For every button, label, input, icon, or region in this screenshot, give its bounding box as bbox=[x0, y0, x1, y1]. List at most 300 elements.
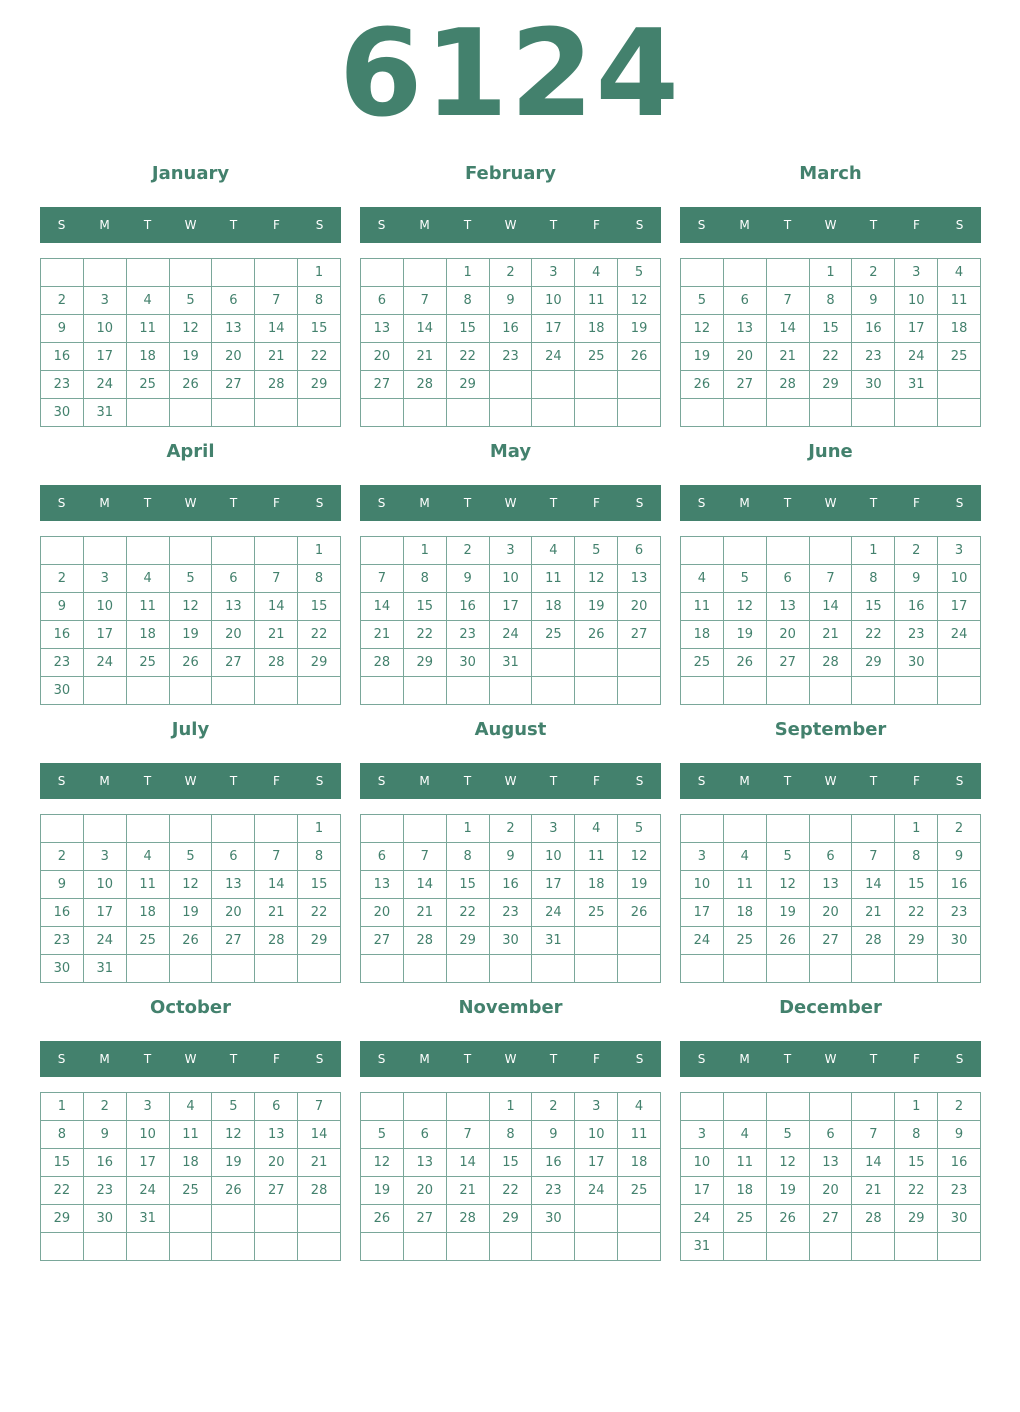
day-cell: 13 bbox=[767, 593, 810, 621]
day-cell: 13 bbox=[255, 1121, 298, 1149]
day-cell: 11 bbox=[681, 593, 724, 621]
day-cell: 17 bbox=[127, 1149, 170, 1177]
day-cell: 17 bbox=[681, 899, 724, 927]
day-cell: 27 bbox=[255, 1177, 298, 1205]
day-cell: 29 bbox=[41, 1205, 84, 1233]
empty-cell bbox=[575, 371, 618, 399]
day-cell: 28 bbox=[447, 1205, 490, 1233]
day-cell: 29 bbox=[404, 649, 447, 677]
day-cell: 17 bbox=[681, 1177, 724, 1205]
day-cell: 11 bbox=[724, 1149, 767, 1177]
empty-cell bbox=[127, 677, 170, 705]
day-cell: 13 bbox=[212, 871, 255, 899]
day-cell: 7 bbox=[810, 565, 853, 593]
day-cell: 20 bbox=[212, 343, 255, 371]
empty-cell bbox=[767, 1233, 810, 1261]
day-cell: 18 bbox=[938, 315, 981, 343]
empty-cell bbox=[212, 955, 255, 983]
day-cell: 4 bbox=[618, 1093, 661, 1121]
weekday-label: S bbox=[955, 218, 964, 232]
weekday-label: W bbox=[504, 496, 517, 510]
day-cell: 10 bbox=[575, 1121, 618, 1149]
day-cell: 26 bbox=[767, 1205, 810, 1233]
empty-cell bbox=[852, 815, 895, 843]
day-cell: 3 bbox=[681, 1121, 724, 1149]
empty-cell bbox=[724, 259, 767, 287]
day-cell: 28 bbox=[404, 927, 447, 955]
day-cell: 28 bbox=[255, 371, 298, 399]
day-cell: 13 bbox=[810, 871, 853, 899]
empty-cell bbox=[212, 677, 255, 705]
day-cell: 7 bbox=[255, 287, 298, 315]
day-cell: 20 bbox=[212, 899, 255, 927]
weekday-label: F bbox=[913, 218, 920, 232]
day-cell: 3 bbox=[938, 537, 981, 565]
weekday-label: T bbox=[869, 1052, 878, 1066]
weekday-label: W bbox=[824, 218, 837, 232]
weekday-label: S bbox=[57, 496, 66, 510]
day-cell: 11 bbox=[575, 287, 618, 315]
day-cell: 15 bbox=[447, 315, 490, 343]
day-cell: 30 bbox=[938, 927, 981, 955]
day-cell: 21 bbox=[404, 343, 447, 371]
empty-cell bbox=[852, 955, 895, 983]
day-cell: 16 bbox=[490, 871, 533, 899]
day-cell: 20 bbox=[618, 593, 661, 621]
weekday-header bbox=[680, 1041, 981, 1077]
empty-cell bbox=[41, 537, 84, 565]
day-cell: 3 bbox=[84, 565, 127, 593]
weekday-label: M bbox=[739, 496, 750, 510]
day-cell: 19 bbox=[681, 343, 724, 371]
weekday-label: S bbox=[315, 1052, 324, 1066]
day-cell: 20 bbox=[724, 343, 767, 371]
day-cell: 8 bbox=[447, 843, 490, 871]
empty-cell bbox=[618, 1205, 661, 1233]
empty-cell bbox=[84, 677, 127, 705]
weekday-header bbox=[40, 763, 341, 799]
day-cell: 13 bbox=[724, 315, 767, 343]
day-cell: 12 bbox=[724, 593, 767, 621]
weekday-label: S bbox=[635, 496, 644, 510]
day-cell: 6 bbox=[618, 537, 661, 565]
day-cell: 4 bbox=[127, 287, 170, 315]
empty-cell bbox=[767, 1093, 810, 1121]
weekday-label: W bbox=[184, 774, 197, 788]
day-cell: 15 bbox=[298, 315, 341, 343]
day-cell: 31 bbox=[490, 649, 533, 677]
month-name: June bbox=[808, 441, 853, 462]
day-grid bbox=[680, 814, 981, 983]
empty-cell bbox=[767, 677, 810, 705]
empty-cell bbox=[127, 259, 170, 287]
day-cell: 21 bbox=[255, 621, 298, 649]
weekday-label: T bbox=[463, 1052, 472, 1066]
day-cell: 17 bbox=[895, 315, 938, 343]
day-cell: 30 bbox=[895, 649, 938, 677]
weekday-label: M bbox=[419, 1052, 430, 1066]
weekday-label: F bbox=[913, 1052, 920, 1066]
day-cell: 12 bbox=[575, 565, 618, 593]
weekday-header bbox=[680, 207, 981, 243]
day-cell: 14 bbox=[447, 1149, 490, 1177]
day-cell: 18 bbox=[575, 871, 618, 899]
empty-cell bbox=[938, 399, 981, 427]
day-cell: 9 bbox=[41, 871, 84, 899]
day-cell: 7 bbox=[404, 843, 447, 871]
weekday-header bbox=[40, 1041, 341, 1077]
empty-cell bbox=[41, 259, 84, 287]
day-cell: 11 bbox=[575, 843, 618, 871]
weekday-label: T bbox=[143, 496, 152, 510]
weekday-header bbox=[360, 485, 661, 521]
day-cell: 10 bbox=[681, 1149, 724, 1177]
day-cell: 21 bbox=[255, 899, 298, 927]
empty-cell bbox=[852, 1233, 895, 1261]
empty-cell bbox=[532, 649, 575, 677]
empty-cell bbox=[532, 1233, 575, 1261]
empty-cell bbox=[532, 677, 575, 705]
weekday-label: M bbox=[419, 218, 430, 232]
day-cell: 19 bbox=[361, 1177, 404, 1205]
empty-cell bbox=[212, 1233, 255, 1261]
day-grid bbox=[40, 258, 341, 427]
day-cell: 18 bbox=[127, 343, 170, 371]
day-cell: 5 bbox=[767, 1121, 810, 1149]
empty-cell bbox=[490, 1233, 533, 1261]
day-cell: 21 bbox=[447, 1177, 490, 1205]
day-cell: 27 bbox=[618, 621, 661, 649]
weekday-label: T bbox=[463, 218, 472, 232]
day-cell: 30 bbox=[41, 677, 84, 705]
day-cell: 10 bbox=[127, 1121, 170, 1149]
month-name: April bbox=[166, 441, 215, 462]
day-cell: 3 bbox=[895, 259, 938, 287]
weekday-label: M bbox=[99, 1052, 110, 1066]
day-cell: 2 bbox=[938, 1093, 981, 1121]
weekday-label: S bbox=[315, 774, 324, 788]
empty-cell bbox=[575, 927, 618, 955]
weekday-header bbox=[360, 207, 661, 243]
day-cell: 22 bbox=[447, 899, 490, 927]
day-cell: 22 bbox=[447, 343, 490, 371]
empty-cell bbox=[404, 399, 447, 427]
day-cell: 19 bbox=[170, 621, 213, 649]
weekday-label: T bbox=[549, 496, 558, 510]
empty-cell bbox=[255, 815, 298, 843]
day-cell: 8 bbox=[895, 843, 938, 871]
empty-cell bbox=[361, 955, 404, 983]
weekday-label: S bbox=[955, 1052, 964, 1066]
day-cell: 18 bbox=[532, 593, 575, 621]
day-cell: 13 bbox=[212, 315, 255, 343]
day-cell: 25 bbox=[575, 899, 618, 927]
day-cell: 9 bbox=[532, 1121, 575, 1149]
day-cell: 1 bbox=[895, 815, 938, 843]
day-cell: 9 bbox=[490, 843, 533, 871]
day-cell: 5 bbox=[618, 815, 661, 843]
day-cell: 9 bbox=[895, 565, 938, 593]
day-cell: 17 bbox=[575, 1149, 618, 1177]
day-cell: 24 bbox=[84, 927, 127, 955]
day-cell: 10 bbox=[84, 871, 127, 899]
day-cell: 28 bbox=[852, 927, 895, 955]
day-cell: 6 bbox=[810, 843, 853, 871]
day-cell: 16 bbox=[938, 871, 981, 899]
day-cell: 7 bbox=[767, 287, 810, 315]
weekday-label: M bbox=[419, 774, 430, 788]
day-cell: 9 bbox=[938, 1121, 981, 1149]
day-cell: 16 bbox=[41, 899, 84, 927]
day-cell: 18 bbox=[575, 315, 618, 343]
day-cell: 27 bbox=[212, 927, 255, 955]
weekday-label: S bbox=[377, 496, 386, 510]
day-cell: 8 bbox=[298, 843, 341, 871]
day-cell: 1 bbox=[298, 815, 341, 843]
day-cell: 30 bbox=[490, 927, 533, 955]
empty-cell bbox=[447, 1093, 490, 1121]
day-cell: 7 bbox=[255, 843, 298, 871]
day-cell: 8 bbox=[298, 287, 341, 315]
day-cell: 22 bbox=[41, 1177, 84, 1205]
day-cell: 4 bbox=[532, 537, 575, 565]
empty-cell bbox=[361, 259, 404, 287]
day-cell: 14 bbox=[404, 315, 447, 343]
day-cell: 16 bbox=[938, 1149, 981, 1177]
empty-cell bbox=[127, 815, 170, 843]
day-cell: 28 bbox=[767, 371, 810, 399]
empty-cell bbox=[127, 1233, 170, 1261]
day-cell: 15 bbox=[404, 593, 447, 621]
empty-cell bbox=[681, 399, 724, 427]
weekday-label: M bbox=[739, 774, 750, 788]
empty-cell bbox=[895, 955, 938, 983]
day-cell: 23 bbox=[895, 621, 938, 649]
day-cell: 21 bbox=[298, 1149, 341, 1177]
weekday-label: T bbox=[869, 218, 878, 232]
empty-cell bbox=[298, 1205, 341, 1233]
day-cell: 30 bbox=[852, 371, 895, 399]
day-cell: 10 bbox=[938, 565, 981, 593]
day-cell: 8 bbox=[404, 565, 447, 593]
day-cell: 28 bbox=[255, 927, 298, 955]
weekday-label: S bbox=[377, 218, 386, 232]
empty-cell bbox=[298, 399, 341, 427]
empty-cell bbox=[618, 677, 661, 705]
day-cell: 14 bbox=[852, 871, 895, 899]
empty-cell bbox=[170, 1233, 213, 1261]
day-cell: 6 bbox=[212, 287, 255, 315]
day-cell: 6 bbox=[361, 287, 404, 315]
weekday-label: F bbox=[593, 1052, 600, 1066]
day-cell: 13 bbox=[361, 315, 404, 343]
day-cell: 22 bbox=[298, 899, 341, 927]
weekday-label: F bbox=[593, 496, 600, 510]
day-grid bbox=[40, 814, 341, 983]
day-cell: 30 bbox=[938, 1205, 981, 1233]
day-cell: 12 bbox=[618, 843, 661, 871]
weekday-label: F bbox=[593, 774, 600, 788]
day-grid bbox=[680, 536, 981, 705]
day-cell: 20 bbox=[255, 1149, 298, 1177]
day-cell: 2 bbox=[895, 537, 938, 565]
day-cell: 28 bbox=[298, 1177, 341, 1205]
day-cell: 21 bbox=[852, 1177, 895, 1205]
day-cell: 25 bbox=[575, 343, 618, 371]
day-cell: 16 bbox=[895, 593, 938, 621]
day-cell: 11 bbox=[724, 871, 767, 899]
empty-cell bbox=[447, 399, 490, 427]
day-grid bbox=[40, 536, 341, 705]
empty-cell bbox=[724, 399, 767, 427]
day-cell: 5 bbox=[681, 287, 724, 315]
day-cell: 7 bbox=[852, 843, 895, 871]
day-cell: 16 bbox=[41, 343, 84, 371]
empty-cell bbox=[404, 1233, 447, 1261]
day-cell: 16 bbox=[490, 315, 533, 343]
day-cell: 2 bbox=[938, 815, 981, 843]
empty-cell bbox=[170, 677, 213, 705]
empty-cell bbox=[212, 815, 255, 843]
day-cell: 11 bbox=[127, 315, 170, 343]
weekday-label: S bbox=[315, 218, 324, 232]
weekday-label: S bbox=[57, 774, 66, 788]
day-cell: 15 bbox=[298, 593, 341, 621]
empty-cell bbox=[255, 537, 298, 565]
weekday-label: S bbox=[697, 496, 706, 510]
day-cell: 12 bbox=[767, 1149, 810, 1177]
day-cell: 26 bbox=[767, 927, 810, 955]
weekday-label: S bbox=[697, 218, 706, 232]
day-cell: 28 bbox=[852, 1205, 895, 1233]
day-cell: 25 bbox=[618, 1177, 661, 1205]
day-cell: 14 bbox=[361, 593, 404, 621]
empty-cell bbox=[895, 1233, 938, 1261]
day-cell: 20 bbox=[810, 1177, 853, 1205]
empty-cell bbox=[447, 1233, 490, 1261]
day-grid bbox=[360, 536, 661, 705]
weekday-label: S bbox=[57, 1052, 66, 1066]
day-cell: 25 bbox=[127, 927, 170, 955]
weekday-label: F bbox=[913, 496, 920, 510]
empty-cell bbox=[255, 1233, 298, 1261]
day-cell: 11 bbox=[127, 593, 170, 621]
weekday-header bbox=[680, 763, 981, 799]
weekday-label: W bbox=[504, 218, 517, 232]
day-cell: 1 bbox=[852, 537, 895, 565]
day-cell: 9 bbox=[41, 593, 84, 621]
day-cell: 6 bbox=[212, 565, 255, 593]
day-cell: 3 bbox=[532, 815, 575, 843]
empty-cell bbox=[810, 677, 853, 705]
day-cell: 7 bbox=[298, 1093, 341, 1121]
empty-cell bbox=[170, 399, 213, 427]
empty-cell bbox=[404, 955, 447, 983]
day-cell: 27 bbox=[212, 649, 255, 677]
day-cell: 25 bbox=[532, 621, 575, 649]
day-cell: 13 bbox=[361, 871, 404, 899]
month-name: October bbox=[150, 997, 231, 1018]
month-name: December bbox=[779, 997, 882, 1018]
day-cell: 21 bbox=[852, 899, 895, 927]
day-cell: 3 bbox=[575, 1093, 618, 1121]
day-cell: 16 bbox=[447, 593, 490, 621]
day-cell: 15 bbox=[810, 315, 853, 343]
day-cell: 28 bbox=[810, 649, 853, 677]
day-cell: 5 bbox=[767, 843, 810, 871]
day-cell: 28 bbox=[404, 371, 447, 399]
empty-cell bbox=[361, 677, 404, 705]
day-cell: 23 bbox=[938, 899, 981, 927]
day-cell: 27 bbox=[212, 371, 255, 399]
day-cell: 23 bbox=[447, 621, 490, 649]
day-cell: 23 bbox=[41, 371, 84, 399]
empty-cell bbox=[84, 815, 127, 843]
day-cell: 2 bbox=[490, 815, 533, 843]
day-cell: 12 bbox=[170, 315, 213, 343]
weekday-label: T bbox=[463, 496, 472, 510]
day-cell: 23 bbox=[41, 927, 84, 955]
day-cell: 1 bbox=[41, 1093, 84, 1121]
day-cell: 29 bbox=[298, 371, 341, 399]
empty-cell bbox=[810, 537, 853, 565]
day-cell: 8 bbox=[810, 287, 853, 315]
day-cell: 18 bbox=[170, 1149, 213, 1177]
day-cell: 27 bbox=[810, 927, 853, 955]
empty-cell bbox=[532, 399, 575, 427]
empty-cell bbox=[84, 259, 127, 287]
empty-cell bbox=[810, 1093, 853, 1121]
day-cell: 12 bbox=[361, 1149, 404, 1177]
empty-cell bbox=[724, 1233, 767, 1261]
empty-cell bbox=[810, 955, 853, 983]
month-name: September bbox=[774, 719, 887, 740]
empty-cell bbox=[575, 677, 618, 705]
day-cell: 20 bbox=[767, 621, 810, 649]
empty-cell bbox=[361, 537, 404, 565]
empty-cell bbox=[767, 259, 810, 287]
empty-cell bbox=[361, 399, 404, 427]
day-cell: 18 bbox=[724, 1177, 767, 1205]
day-cell: 20 bbox=[361, 343, 404, 371]
empty-cell bbox=[810, 399, 853, 427]
day-cell: 5 bbox=[361, 1121, 404, 1149]
day-grid bbox=[360, 258, 661, 427]
weekday-label: W bbox=[184, 496, 197, 510]
empty-cell bbox=[852, 677, 895, 705]
day-cell: 2 bbox=[852, 259, 895, 287]
empty-cell bbox=[170, 1205, 213, 1233]
day-cell: 15 bbox=[895, 1149, 938, 1177]
day-cell: 12 bbox=[170, 871, 213, 899]
day-cell: 1 bbox=[490, 1093, 533, 1121]
empty-cell bbox=[895, 677, 938, 705]
day-cell: 23 bbox=[490, 899, 533, 927]
day-cell: 4 bbox=[938, 259, 981, 287]
day-cell: 12 bbox=[618, 287, 661, 315]
day-cell: 15 bbox=[298, 871, 341, 899]
empty-cell bbox=[490, 399, 533, 427]
day-cell: 27 bbox=[810, 1205, 853, 1233]
day-cell: 4 bbox=[681, 565, 724, 593]
weekday-label: M bbox=[419, 496, 430, 510]
day-cell: 3 bbox=[490, 537, 533, 565]
empty-cell bbox=[852, 399, 895, 427]
day-cell: 19 bbox=[170, 343, 213, 371]
day-cell: 11 bbox=[938, 287, 981, 315]
month-name: November bbox=[458, 997, 563, 1018]
day-cell: 17 bbox=[938, 593, 981, 621]
